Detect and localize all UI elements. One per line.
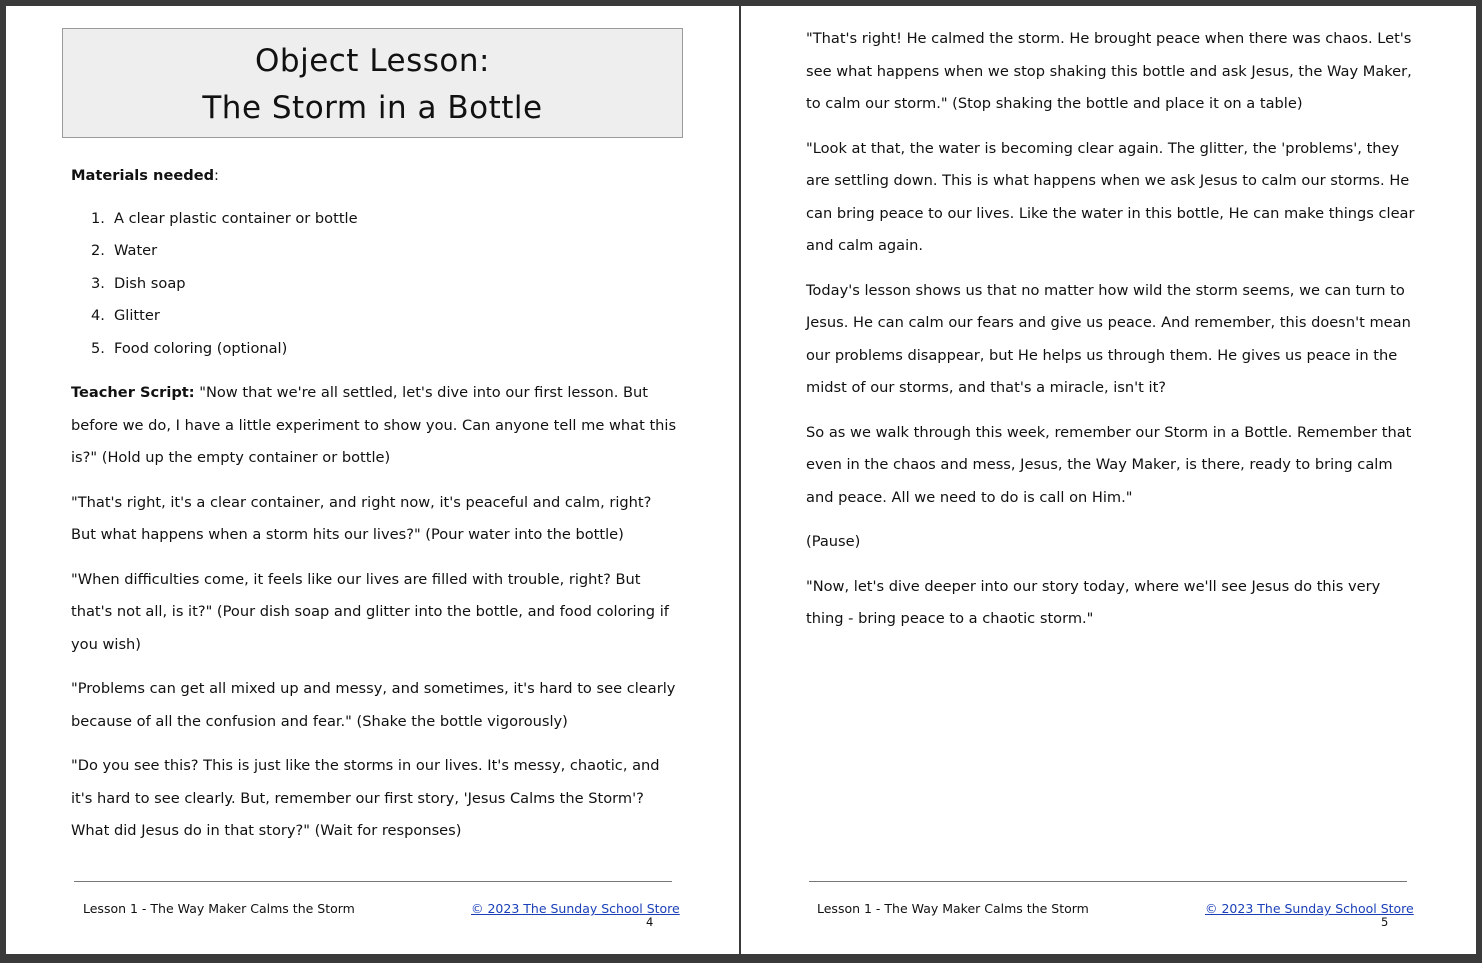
script-paragraph: Today's lesson shows us that no matter how wild the storm seems, we can turn to Jesus. He can calm our fears and give us peace. And remember, this doesn't mean our problems disappear, but He helps us through them. He gives us peace in the midst of our storms, and that's a miracle, isn't it? bbox=[806, 281, 1411, 396]
material-text: Glitter bbox=[114, 307, 160, 324]
script-paragraph: "Look at that, the water is becoming clear again. The glitter, the 'problems', they are settling down. This is what happens when we ask Jesus to calm our storms. He can bring peace to our lives. Like the water in this bottle, He can make things clear and calm again. bbox=[806, 139, 1415, 254]
materials-heading bbox=[71, 160, 681, 193]
script-paragraph: "When difficulties come, it feels like our lives are filled with trouble, right? But that's not all, is it?" (Pour dish soap and glitter into the bottle, and food coloring if you wish) bbox=[71, 570, 669, 653]
material-text: Water bbox=[114, 242, 158, 259]
materials-list-item bbox=[91, 203, 681, 236]
script-paragraph: "Now, let's dive deeper into our story today, where we'll see Jesus do this very thing - bring peace to a chaotic storm." bbox=[806, 577, 1381, 627]
list-number: 2. bbox=[91, 242, 105, 259]
materials-list-item bbox=[91, 235, 681, 268]
materials-list-item bbox=[91, 300, 681, 333]
left-page-content bbox=[71, 160, 681, 860]
script-paragraph: "That's right! He calmed the storm. He brought peace when there was chaos. Let's see what happens when we stop shaking this bottle and ask Jesus, the Way Maker, to calm our storm." (Stop shaking the bottle and place it on a table) bbox=[806, 30, 1412, 112]
list-number: 4. bbox=[91, 307, 105, 324]
page-right bbox=[741, 6, 1476, 954]
lesson-title-line2: The Storm in a Bottle bbox=[202, 90, 543, 126]
footer-copyright-link[interactable]: © 2023 The Sunday School Store bbox=[471, 901, 680, 916]
page-number: 5 bbox=[1381, 915, 1389, 929]
material-text: Food coloring (optional) bbox=[114, 339, 288, 357]
material-text: Dish soap bbox=[114, 274, 186, 292]
lesson-title-box bbox=[62, 28, 683, 138]
footer-copyright-link[interactable]: © 2023 The Sunday School Store bbox=[1205, 901, 1414, 916]
materials-list bbox=[91, 203, 681, 366]
script-paragraph: "Do you see this? This is just like the storms in our lives. It's messy, chaotic, and it's hard to see clearly. But, remember our first story, 'Jesus Calms the Storm'? What did Jesus do in that story?" (Wait for responses) bbox=[71, 757, 660, 839]
teacher-script-label: Teacher Script: bbox=[71, 384, 195, 401]
footer-lesson-title: Lesson 1 - The Way Maker Calms the Storm bbox=[83, 901, 355, 916]
script-paragraph: "That's right, it's a clear container, and right now, it's peaceful and calm, right? But what happens when a storm hits our lives?" (Pour water into the bottle) bbox=[71, 493, 652, 543]
material-text: A clear plastic container or bottle bbox=[114, 209, 358, 227]
footer-divider bbox=[74, 881, 672, 882]
list-number: 3. bbox=[91, 274, 105, 292]
list-number: 1. bbox=[91, 209, 105, 227]
list-number: 5. bbox=[91, 339, 105, 357]
lesson-title-line1: Object Lesson: bbox=[255, 43, 490, 79]
right-page-content bbox=[806, 23, 1418, 648]
page-left bbox=[6, 6, 739, 954]
materials-list-item bbox=[91, 333, 681, 366]
teacher-script-intro: "Now that we're all settled, let's dive into our first lesson. But before we do, I have a little experiment to show you. Can anyone tell me what this is?" (Hold up the empty container or bottle) bbox=[71, 384, 677, 466]
pause-note: (Pause) bbox=[806, 533, 861, 550]
materials-colon: : bbox=[214, 167, 219, 184]
footer-lesson-title: Lesson 1 - The Way Maker Calms the Storm bbox=[817, 901, 1089, 916]
materials-list-item bbox=[91, 268, 681, 301]
materials-label: Materials needed bbox=[71, 167, 215, 184]
teacher-script-paragraph bbox=[71, 377, 681, 475]
script-paragraph: So as we walk through this week, remember our Storm in a Bottle. Remember that even in the chaos and mess, Jesus, the Way Maker, is there, ready to bring calm and peace. All we need to do is call on Him." bbox=[806, 423, 1412, 506]
footer-divider bbox=[809, 881, 1407, 882]
page-number: 4 bbox=[646, 915, 654, 929]
script-paragraph: "Problems can get all mixed up and messy, and sometimes, it's hard to see clearly because of all the confusion and fear." (Shake the bottle vigorously) bbox=[71, 680, 676, 730]
